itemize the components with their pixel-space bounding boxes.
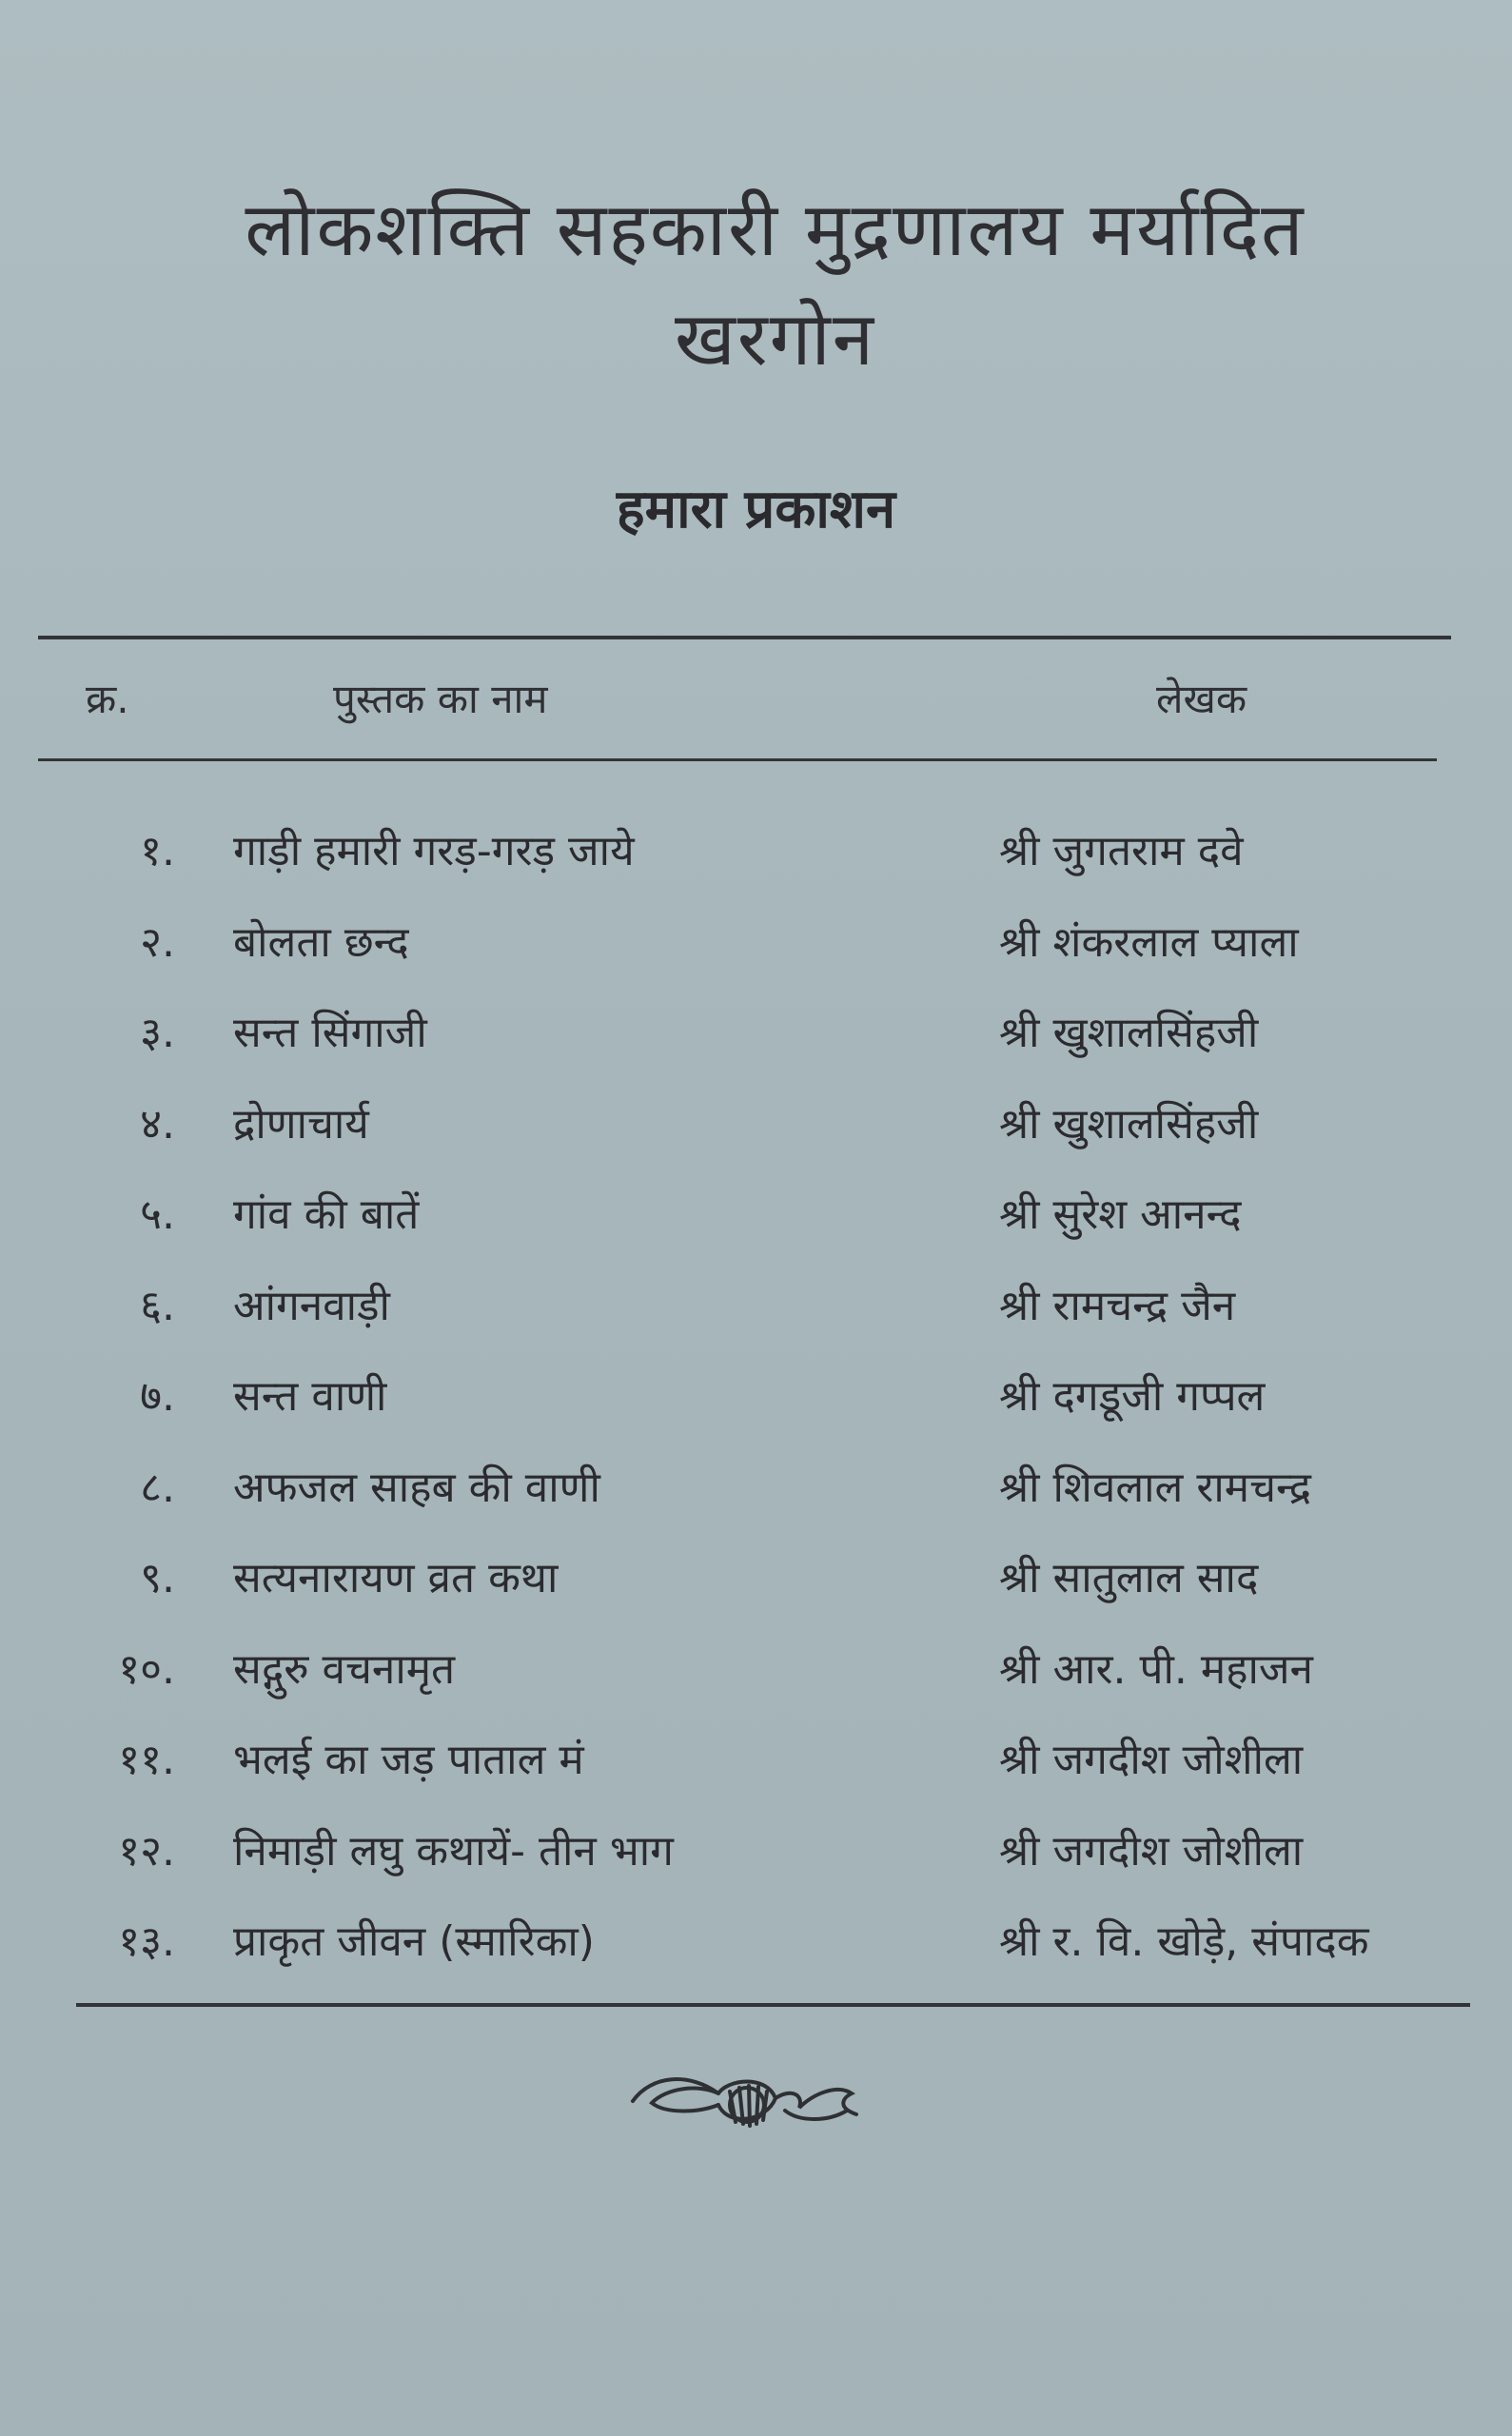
table-row (0, 1354, 1512, 1445)
row-number: ८. (140, 1463, 175, 1512)
book-title: सन्त सिंगाजी (233, 1009, 427, 1057)
author-name: श्री खुशालसिंहजी (999, 1099, 1259, 1149)
table-row (0, 1445, 1512, 1537)
table-row (0, 991, 1512, 1082)
row-number: ९. (140, 1554, 175, 1602)
column-header-book: पुस्तक का नाम (333, 676, 548, 722)
row-number: ११. (118, 1736, 175, 1784)
book-title: द्रोणाचार्य (233, 1099, 369, 1149)
author-name: श्री जगदीश जोशीला (999, 1736, 1304, 1784)
table-row (0, 1627, 1512, 1719)
book-title: निमाड़ी लघु कथायें- तीन भाग (233, 1826, 674, 1876)
row-number: १२. (118, 1826, 175, 1876)
book-title: प्राकृत जीवन (स्मारिका) (233, 1917, 595, 1966)
author-name: श्री जगदीश जोशीला (999, 1826, 1304, 1876)
table-row (0, 1809, 1512, 1900)
author-name: श्री सातुलाल साद (999, 1554, 1259, 1602)
book-title: सद्गुरु वचनामृत (233, 1644, 456, 1694)
book-title: सत्यनारायण व्रत कथा (233, 1554, 559, 1602)
table-row (0, 900, 1512, 992)
author-name: श्री जुगतराम दवे (999, 827, 1244, 875)
table-row (0, 809, 1512, 900)
bottom-divider (76, 2003, 1470, 2007)
row-number: २. (140, 917, 175, 967)
row-number: ५. (140, 1190, 175, 1239)
row-number: ६. (140, 1281, 175, 1330)
publisher-city: खरगोन (674, 297, 876, 383)
top-divider (38, 636, 1451, 639)
page-title: हमारा प्रकाशन (616, 479, 896, 540)
header-divider (38, 758, 1437, 761)
author-name: श्री आर. पी. महाजन (999, 1644, 1313, 1694)
book-title: गाड़ी हमारी गरड़-गरड़ जाये (233, 827, 635, 875)
row-number: ४. (140, 1099, 175, 1149)
row-number: १३. (118, 1917, 175, 1966)
author-name: श्री दगडूजी गप्पल (999, 1372, 1266, 1421)
publisher-name: लोकशक्ति सहकारी मुद्रणालय मर्यादित (245, 187, 1306, 273)
row-number: १०. (118, 1644, 175, 1694)
column-header-number: क्र. (86, 676, 129, 722)
row-number: ७. (140, 1372, 175, 1421)
table-row (0, 1899, 1512, 1991)
book-title: अफजल साहब की वाणी (233, 1463, 600, 1512)
author-name: श्री शंकरलाल प्याला (999, 917, 1299, 967)
table-row (0, 1536, 1512, 1627)
author-name: श्री र. वि. खोड़े, संपादक (999, 1917, 1369, 1966)
column-header-author: लेखक (1156, 676, 1247, 722)
table-row (0, 1264, 1512, 1355)
publication-list (0, 809, 1512, 1991)
row-number: ३. (140, 1009, 175, 1057)
book-title: गांव की बातें (233, 1190, 420, 1239)
author-name: श्री खुशालसिंहजी (999, 1009, 1259, 1057)
book-title: सन्त वाणी (233, 1372, 387, 1421)
floral-ornament-icon (623, 2055, 871, 2146)
table-row (0, 1082, 1512, 1173)
author-name: श्री सुरेश आनन्द (999, 1190, 1242, 1239)
table-row (0, 1718, 1512, 1809)
book-title: भलई का जड़ पाताल मं (233, 1736, 584, 1784)
book-title: आंगनवाड़ी (233, 1281, 390, 1330)
book-title: बोलता छन्द (233, 917, 409, 967)
table-row (0, 1172, 1512, 1264)
author-name: श्री रामचन्द्र जैन (999, 1281, 1236, 1330)
author-name: श्री शिवलाल रामचन्द्र (999, 1463, 1311, 1512)
row-number: १. (140, 827, 175, 875)
